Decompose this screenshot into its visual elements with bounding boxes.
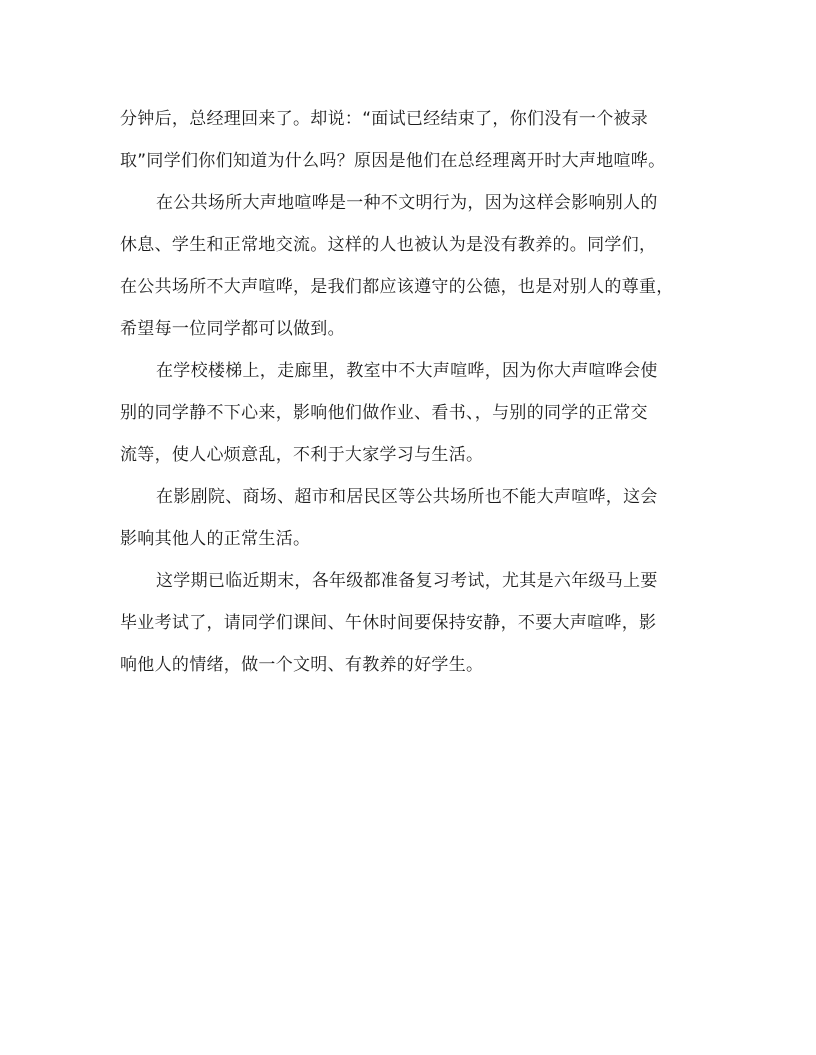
text-line: 响他人的情绪，做一个文明、有教养的好学生。 (120, 655, 484, 675)
text-line: 流等，使人心烦意乱，不利于大家学习与生活。 (120, 445, 484, 465)
paragraph-2 (120, 182, 700, 350)
text-line: 这学期已临近期末，各年级都准备复习考试，尤其是六年级马上要 (156, 571, 658, 591)
text-line: 毕业考试了，请同学们课间、午休时间要保持安静，不要大声喧哗，影 (120, 613, 657, 633)
text-line: 影响其他人的正常生活。 (120, 529, 311, 549)
text-line: 在公共场所大声地喧哗是一种不文明行为，因为这样会影响别人的 (156, 193, 658, 213)
paragraph-5 (120, 560, 700, 686)
text-line: 取”同学们你们知道为什么吗？原因是他们在总经理离开时大声地喧哗。 (120, 151, 666, 171)
text-line: 别的同学静不下心来，影响他们做作业、看书、，与别的同学的正常交 (120, 403, 648, 423)
paragraph-3 (120, 350, 700, 476)
document-body (120, 98, 700, 686)
text-line: 希望每一位同学都可以做到。 (120, 319, 345, 339)
paragraph-1 (120, 98, 700, 182)
text-line: 分钟后，总经理回来了。却说：“面试已经结束了，你们没有一个被录 (120, 109, 649, 129)
text-line: 在公共场所不大声喧哗，是我们都应该遵守的公德，也是对别人的尊重， (120, 277, 674, 297)
text-line: 在学校楼梯上，走廊里，教室中不大声喧哗，因为你大声喧哗会使 (156, 361, 658, 381)
text-line: 在影剧院、商场、超市和居民区等公共场所也不能大声喧哗，这会 (156, 487, 658, 507)
paragraph-4 (120, 476, 700, 560)
text-line: 休息、学生和正常地交流。这样的人也被认为是没有教养的。同学们， (120, 235, 657, 255)
